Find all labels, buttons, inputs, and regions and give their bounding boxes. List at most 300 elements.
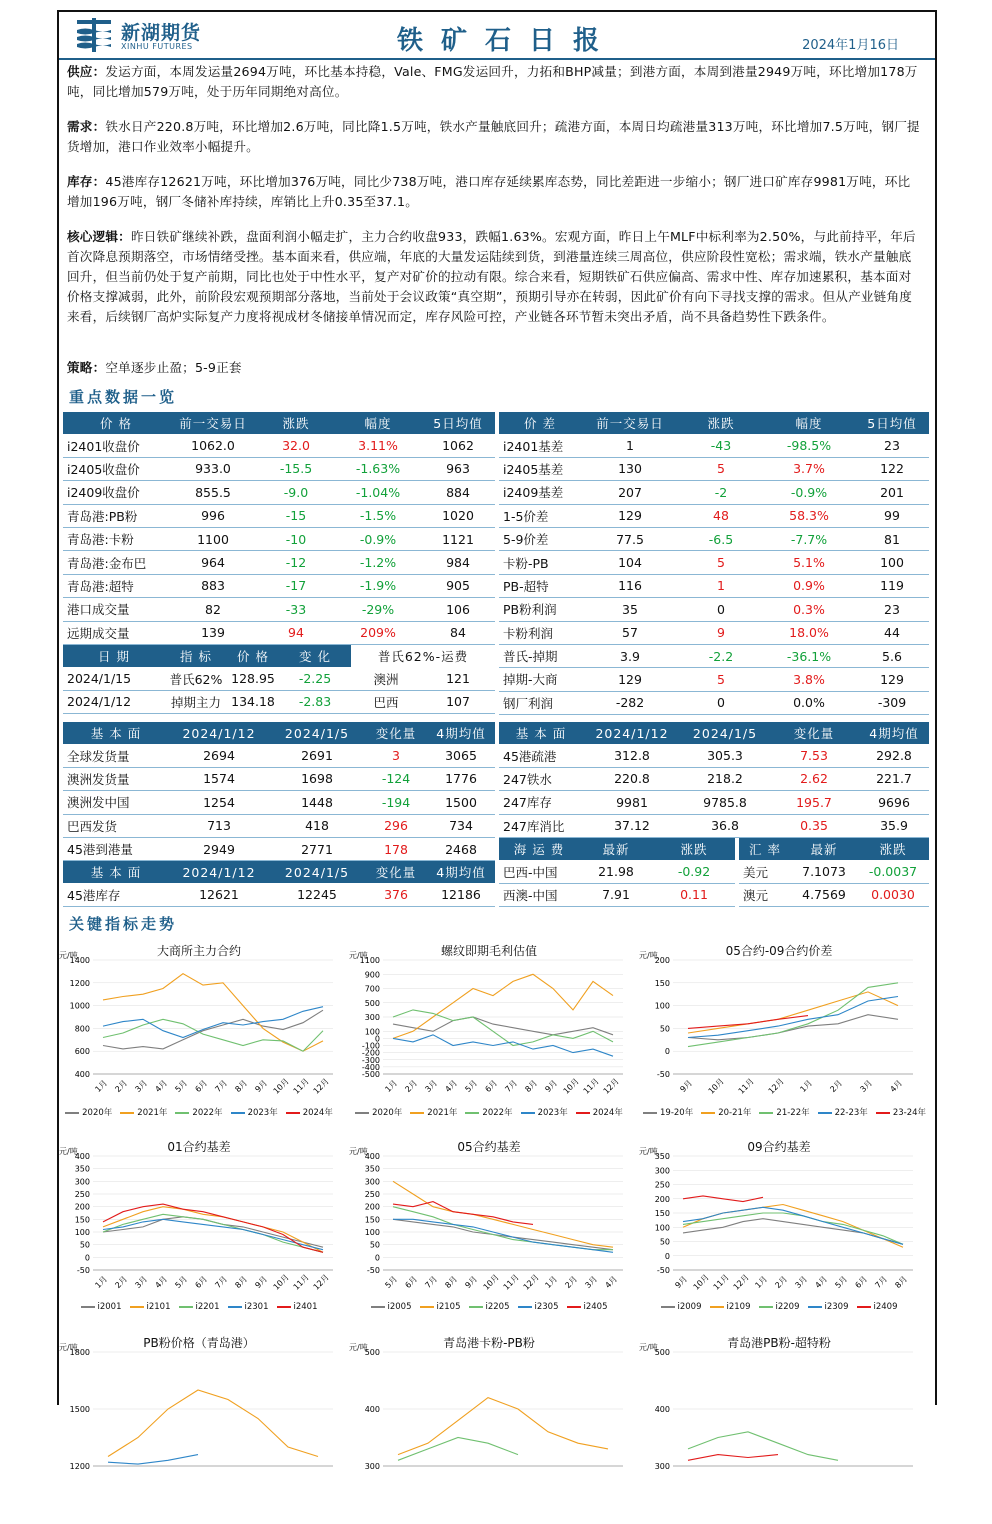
y-tick-label: 400 [74, 1152, 90, 1161]
series-line-i2301 [103, 1219, 323, 1249]
x-tick-label: 11月 [291, 1272, 311, 1292]
demand-paragraph [67, 117, 923, 157]
key-indicator-heading: 关键指标走势 [69, 915, 178, 933]
header-cell: 变化量 [365, 861, 427, 883]
legend-swatch [469, 1306, 483, 1308]
table-row [499, 644, 929, 667]
series-line-i2405 [393, 1202, 533, 1225]
table-cell: 220.8 [583, 767, 681, 790]
table-cell: 3.11% [335, 434, 421, 457]
table-cell: 澳元 [739, 883, 791, 906]
table-cell: 45港库存 [63, 883, 169, 906]
chart-unit: 元/吨 [349, 1147, 368, 1156]
y-tick-label: 100 [364, 1027, 380, 1037]
table-row [499, 883, 735, 906]
series-line-i2205 [393, 1207, 613, 1250]
legend-swatch [808, 1306, 822, 1308]
legend-swatch [277, 1306, 291, 1308]
legend-item [759, 1302, 800, 1312]
series-line-0 [398, 1398, 608, 1455]
y-tick-label: 200 [654, 1194, 670, 1204]
table-cell: i2409收盘价 [63, 481, 169, 504]
y-tick-label: 150 [654, 1209, 670, 1218]
table-cell: 106 [421, 598, 495, 621]
table-cell: 远期成交量 [63, 621, 169, 644]
y-tick-label: 1400 [69, 956, 90, 965]
table-cell: 0.11 [653, 883, 735, 906]
table-cell: 129 [581, 668, 679, 691]
x-tick-label: 5月 [833, 1274, 850, 1291]
chart-legend [349, 1106, 629, 1118]
table-cell: 36.8 [681, 814, 769, 837]
table-cell: -2.2 [679, 644, 763, 667]
chart-unit: 元/吨 [639, 1343, 658, 1352]
table-cell: 32.0 [257, 434, 335, 457]
x-tick-label: 1月 [93, 1078, 110, 1095]
table-cell: 3.7% [763, 457, 855, 480]
table-cell: PB-超特 [499, 574, 581, 597]
chart-svg [639, 1138, 919, 1313]
legend-item [179, 1302, 220, 1312]
x-tick-label: 12月 [311, 1272, 331, 1292]
x-tick-label: 3月 [858, 1078, 875, 1095]
series-line-2022年 [103, 1019, 323, 1051]
table-cell: 2691 [269, 744, 365, 767]
table-row [63, 883, 495, 906]
table-cell: 9785.8 [681, 791, 769, 814]
table-cell: 9981 [583, 791, 681, 814]
chart-title: 05合约-09合约价差 [725, 944, 833, 958]
table-row [63, 551, 495, 574]
x-tick-label: 1月 [543, 1274, 560, 1291]
table-cell: 1500 [427, 791, 495, 814]
table-cell: i2401基差 [499, 434, 581, 457]
legend-item [818, 1108, 868, 1118]
table-cell: 107 [421, 690, 495, 713]
x-tick-label: 1月 [93, 1274, 110, 1291]
x-tick-label: 9月 [463, 1274, 480, 1291]
table-cell: PB粉利润 [499, 598, 581, 621]
table-row [499, 504, 929, 527]
table-cell: 119 [855, 574, 929, 597]
x-tick-label: 7月 [213, 1274, 230, 1291]
table-cell: 247铁水 [499, 767, 583, 790]
chart-title: 青岛港卡粉-PB粉 [443, 1336, 535, 1350]
logo-text: 新湖期货 [121, 22, 202, 44]
y-tick-label: 700 [364, 984, 380, 994]
legend-item [410, 1108, 457, 1118]
supply-label: 供应： [67, 64, 106, 79]
table-row [499, 744, 929, 767]
table-cell: 58.3% [763, 504, 855, 527]
legend-item [371, 1302, 412, 1312]
legend-label: 2020年 [82, 1108, 113, 1118]
table-cell: 121 [421, 667, 495, 690]
header-cell: 日 期 [63, 645, 165, 667]
y-tick-label: 100 [364, 1228, 380, 1237]
table-cell: 12245 [269, 883, 365, 906]
legend-item [576, 1108, 623, 1118]
y-tick-label: 500 [654, 1348, 670, 1357]
table-cell: 钢厂利润 [499, 691, 581, 714]
table-cell: 12621 [169, 883, 269, 906]
logo-english: XINHU FUTURES [121, 42, 193, 51]
x-tick-label: 10月 [561, 1076, 581, 1096]
header-cell: 指 标 [165, 645, 227, 667]
header-cell: 2024/1/12 [583, 722, 681, 744]
table-cell: 292.8 [859, 744, 929, 767]
header-cell: 幅度 [335, 412, 421, 434]
table-row [739, 860, 929, 883]
table-cell: -0.92 [653, 860, 735, 883]
x-tick-label: 2月 [773, 1274, 790, 1291]
y-tick-label: 300 [364, 1013, 380, 1022]
chart-unit: 元/吨 [59, 1343, 78, 1352]
table-cell: 7.91 [579, 883, 653, 906]
table-cell: 130 [581, 457, 679, 480]
table-cell: 964 [169, 551, 257, 574]
x-tick-label: 6月 [853, 1274, 870, 1291]
chart-title: 青岛港PB粉-超特粉 [727, 1336, 831, 1350]
legend-swatch [65, 1112, 79, 1114]
chart-unit: 元/吨 [639, 951, 658, 960]
table-header-row [739, 838, 929, 860]
table-cell: 5-9价差 [499, 527, 581, 550]
x-tick-label: 12月 [766, 1076, 786, 1096]
series-line-0 [108, 1390, 318, 1457]
legend-item [355, 1108, 402, 1118]
table-cell: -43 [679, 434, 763, 457]
table-cell: 0.0% [763, 691, 855, 714]
x-tick-label: 1月 [383, 1078, 400, 1095]
table-cell: -9.0 [257, 481, 335, 504]
y-tick-label: 400 [74, 1070, 90, 1079]
table-cell: 905 [421, 574, 495, 597]
x-tick-label: 8月 [893, 1274, 910, 1291]
x-tick-label: 12月 [521, 1272, 541, 1292]
legend-item [286, 1108, 333, 1118]
report-header [59, 12, 935, 60]
table-cell: -29% [335, 598, 421, 621]
x-tick-label: 3月 [583, 1274, 600, 1291]
x-tick-label: 5月 [173, 1078, 190, 1095]
chart-svg [59, 1334, 339, 1509]
table-cell: 1121 [421, 527, 495, 550]
legend-item [643, 1108, 693, 1118]
y-tick-label: 0 [374, 1253, 380, 1263]
y-tick-label: 300 [654, 1166, 670, 1176]
table-cell: 1448 [269, 791, 365, 814]
table-cell: 港口成交量 [63, 598, 169, 621]
y-tick-label: 1800 [69, 1348, 90, 1357]
table-cell: -2.83 [279, 690, 351, 713]
chart-legend [59, 1302, 339, 1312]
y-tick-label: 50 [659, 1237, 670, 1247]
table-cell: 18.0% [763, 621, 855, 644]
y-tick-label: -400 [361, 1062, 380, 1072]
table-cell: 35.9 [859, 814, 929, 837]
y-tick-label: -200 [361, 1048, 380, 1058]
x-tick-label: 3月 [793, 1274, 810, 1291]
legend-label: i2309 [824, 1302, 849, 1312]
header-cell: 5日均值 [421, 412, 495, 434]
table-cell: -36.1% [763, 644, 855, 667]
x-tick-label: 9月 [253, 1078, 270, 1095]
table-row [499, 668, 929, 691]
y-tick-label: 600 [74, 1047, 90, 1057]
legend-label: i2101 [146, 1302, 171, 1312]
header-cell: 2024/1/12 [169, 722, 269, 744]
table-cell: 1 [679, 574, 763, 597]
table-cell: 巴西 [351, 690, 421, 713]
table-cell: 129 [581, 504, 679, 527]
legend-swatch [120, 1112, 134, 1114]
legend-item [120, 1108, 167, 1118]
chart-svg [349, 942, 629, 1117]
series-line-2020年 [393, 1017, 613, 1035]
supply-text: 发运方面，本周发运量2694万吨，环比基本持稳，Vale、FMG发运回升，力拓和BHP减量；到港方面，本周到港量2949万吨，环比增加178万吨，同比增加579万吨，处于历年同期绝对高位。 [67, 64, 918, 99]
x-tick-label: 6月 [193, 1078, 210, 1095]
table-row [499, 860, 735, 883]
legend-swatch [410, 1112, 424, 1114]
y-tick-label: 500 [364, 998, 380, 1008]
y-tick-label: 50 [659, 1024, 670, 1034]
chart-unit: 元/吨 [59, 951, 78, 960]
legend-label: 2021年 [427, 1108, 458, 1118]
table-cell: 883 [169, 574, 257, 597]
legend-item [465, 1108, 512, 1118]
table-cell: 12186 [427, 883, 495, 906]
legend-item [65, 1108, 112, 1118]
logic-text: 昨日铁矿继续补跌，盘面利润小幅走扩，主力合约收盘933，跌幅1.63%。宏观方面，昨日上午MLF中标利率为2.50%，与此前持平，年后首次降息预期落空，市场情绪受挫。基本面来看，供应端，年底的大量发运陆续到货，到港量连续三周高位，供应阶段性宽松；需求端，铁水产量触底回升，但当前仍处于复产前期，同比也处于中性水平，复产对矿价的拉动有限。综合来看，短期铁矿石供应偏高、需求中性、库存加速累积，基本面对价格支撑减弱，此外，前阶段宏观预期部分落地，当前处于会议政策“真空期”，预期引导亦在转弱，因此矿价有向下寻找支撑的需求。但从产业链角度来看，后续钢厂高炉实际复产力度将视成材冬储接单情况而定，库存风险可控，产业链各环节暂未突出矛盾，尚不具备趋势性下跌条件。 [67, 229, 916, 324]
series-line-23-24年 [688, 1016, 808, 1029]
series-line-i2109 [683, 1205, 903, 1248]
table-cell: 澳洲发货量 [63, 767, 169, 790]
table-cell: 澳洲发中国 [63, 791, 169, 814]
table-row [63, 621, 495, 644]
legend-swatch [759, 1112, 773, 1114]
y-tick-label: 150 [364, 1215, 380, 1225]
table-cell: 195.7 [769, 791, 859, 814]
legend-label: i2205 [485, 1302, 510, 1312]
series-line-1 [688, 1455, 778, 1461]
inventory-label: 库存： [67, 174, 106, 189]
legend-item [521, 1108, 568, 1118]
x-tick-label: 10月 [481, 1272, 501, 1292]
legend-label: 2023年 [247, 1108, 278, 1118]
report-date: 2024年1月16日 [802, 38, 899, 53]
header-cell: 海 运 费 [499, 838, 579, 860]
series-line-19-20年 [688, 1015, 898, 1040]
table-cell: 1698 [269, 767, 365, 790]
line-chart [349, 942, 629, 1132]
legend-item [808, 1302, 849, 1312]
table-row [499, 551, 929, 574]
legend-label: i2209 [775, 1302, 800, 1312]
table-cell: 掉期主力 [165, 690, 227, 713]
strategy-paragraph [67, 358, 923, 378]
table-row [499, 598, 929, 621]
chart-svg [59, 1138, 339, 1313]
legend-item [277, 1302, 318, 1312]
table-cell: 澳洲 [351, 667, 421, 690]
table-row [63, 690, 495, 713]
legend-label: 2023年 [537, 1108, 568, 1118]
table-cell: 996 [169, 504, 257, 527]
y-tick-label: 250 [74, 1190, 90, 1199]
header-cell: 最新 [791, 838, 857, 860]
header-cell: 涨跌 [653, 838, 735, 860]
table-row [739, 883, 929, 906]
table-cell: 45港疏港 [499, 744, 583, 767]
y-tick-label: 150 [74, 1215, 90, 1225]
legend-label: i2201 [195, 1302, 220, 1312]
table-cell: 312.8 [583, 744, 681, 767]
y-tick-label: 400 [654, 1405, 670, 1414]
table-cell: -1.04% [335, 481, 421, 504]
table-cell: 2024/1/12 [63, 690, 165, 713]
table-cell: 1062 [421, 434, 495, 457]
table-cell: 7.1073 [791, 860, 857, 883]
x-tick-label: 4月 [813, 1274, 830, 1291]
legend-item [567, 1302, 608, 1312]
demand-text: 铁水日产220.8万吨，环比增加2.6万吨，同比降1.5万吨，铁水产量触底回升；疏港方面，本周日均疏港量313万吨，环比增加7.5万吨，钢厂提货增加，港口作业效率小幅提升。 [67, 119, 920, 154]
legend-item [518, 1302, 559, 1312]
header-cell: 变化量 [365, 722, 427, 744]
table-cell: 0 [679, 691, 763, 714]
chart-svg [639, 942, 919, 1117]
table-row [63, 598, 495, 621]
table-row [63, 837, 495, 860]
table-row [499, 481, 929, 504]
y-tick-label: 350 [654, 1152, 670, 1161]
legend-label: 20-21年 [718, 1108, 752, 1118]
header-cell: 价 格 [227, 645, 279, 667]
header-cell: 2024/1/12 [169, 861, 269, 883]
x-tick-label: 2月 [113, 1274, 130, 1291]
legend-label: 2024年 [592, 1108, 623, 1118]
legend-item [661, 1302, 702, 1312]
legend-swatch [465, 1112, 479, 1114]
x-tick-label: 3月 [133, 1274, 150, 1291]
header-cell: 涨跌 [679, 412, 763, 434]
table-cell: 305.3 [681, 744, 769, 767]
table-cell: 296 [365, 814, 427, 837]
table-row [499, 527, 929, 550]
legend-swatch [175, 1112, 189, 1114]
legend-swatch [567, 1306, 581, 1308]
y-tick-label: -100 [361, 1041, 380, 1051]
x-tick-label: 4月 [888, 1078, 905, 1095]
report-page [57, 10, 937, 1471]
table-cell: 94 [257, 621, 335, 644]
table-cell: 178 [365, 837, 427, 860]
legend-label: 2021年 [137, 1108, 168, 1118]
table-cell: 青岛港:PB粉 [63, 504, 169, 527]
legend-label: i2405 [583, 1302, 608, 1312]
fx-table [739, 838, 929, 907]
table-cell: 2949 [169, 837, 269, 860]
table-cell: 37.12 [583, 814, 681, 837]
y-tick-label: -50 [656, 1266, 670, 1275]
header-cell: 汇 率 [739, 838, 791, 860]
table-cell: 855.5 [169, 481, 257, 504]
table-cell: 0 [679, 598, 763, 621]
legend-item [231, 1108, 278, 1118]
table-cell: 5 [679, 668, 763, 691]
legend-swatch [876, 1112, 890, 1114]
table-cell: 933.0 [169, 457, 257, 480]
x-tick-label: 4月 [443, 1078, 460, 1095]
chart-svg [349, 1138, 629, 1313]
table-header-row [63, 412, 495, 434]
table-cell: 201 [855, 481, 929, 504]
legend-item [469, 1302, 510, 1312]
x-tick-label: 1月 [753, 1274, 770, 1291]
table-row [499, 767, 929, 790]
table-cell: 418 [269, 814, 365, 837]
y-tick-label: -500 [361, 1070, 380, 1079]
table-cell: 247库存 [499, 791, 583, 814]
x-tick-label: 11月 [501, 1272, 521, 1292]
x-tick-label: 2月 [563, 1274, 580, 1291]
table-cell: -0.0037 [857, 860, 929, 883]
legend-label: 2022年 [192, 1108, 223, 1118]
table-row [499, 791, 929, 814]
y-tick-label: 100 [654, 1001, 670, 1011]
demand-label: 需求： [67, 119, 106, 134]
chart-unit: 元/吨 [349, 1343, 368, 1352]
x-tick-label: 10月 [706, 1076, 726, 1096]
table-cell: 116 [581, 574, 679, 597]
x-tick-label: 8月 [523, 1078, 540, 1095]
legend-swatch [286, 1112, 300, 1114]
header-cell: 4期均值 [427, 722, 495, 744]
table-cell: 23 [855, 434, 929, 457]
y-tick-label: 300 [364, 1462, 380, 1471]
legend-item [701, 1108, 751, 1118]
report-title: 铁矿石日报 [397, 26, 618, 56]
x-tick-label: 8月 [233, 1078, 250, 1095]
inventory-text: 45港库存12621万吨，环比增加376万吨，同比少738万吨，港口库存延续累库态势，同比差距进一步缩小；钢厂进口矿库存9981万吨，环比增加196万吨，钢厂冬储补库持续，库销比上升0.35至37.1。 [67, 174, 911, 209]
series-line-2023年 [103, 1007, 323, 1038]
table-cell: 35 [581, 598, 679, 621]
legend-item [710, 1302, 751, 1312]
table-cell: i2401收盘价 [63, 434, 169, 457]
legend-swatch [759, 1306, 773, 1308]
y-tick-label: 300 [364, 1177, 380, 1187]
table-cell: -1.2% [335, 551, 421, 574]
header-cell: 4期均值 [427, 861, 495, 883]
legend-swatch [818, 1112, 832, 1114]
line-chart [639, 942, 927, 1132]
y-tick-label: 150 [654, 978, 670, 988]
table-cell: -17 [257, 574, 335, 597]
x-tick-label: 4月 [603, 1274, 620, 1291]
table-cell: 2024/1/15 [63, 667, 165, 690]
table-row [63, 574, 495, 597]
y-tick-label: -50 [76, 1266, 90, 1275]
legend-item [228, 1302, 269, 1312]
legend-swatch [228, 1306, 242, 1308]
x-tick-label: 9月 [673, 1274, 690, 1291]
y-tick-label: 350 [364, 1164, 380, 1174]
y-tick-label: 300 [654, 1462, 670, 1471]
header-cell: 价 差 [499, 412, 581, 434]
x-tick-label: 4月 [153, 1078, 170, 1095]
x-tick-label: 9月 [253, 1274, 270, 1291]
x-tick-label: 10月 [271, 1272, 291, 1292]
